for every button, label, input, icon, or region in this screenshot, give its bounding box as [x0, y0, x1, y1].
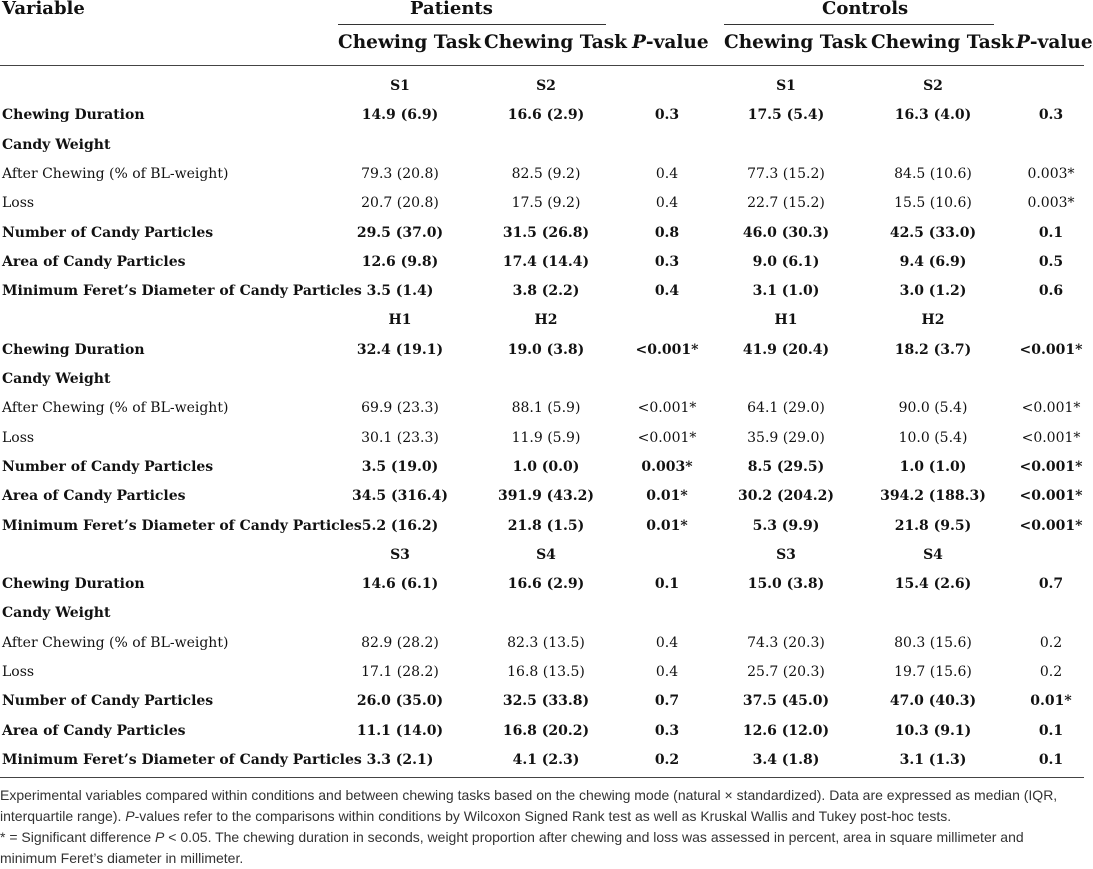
controls-task2-cell: [871, 365, 995, 394]
table-row: [0, 570, 1084, 599]
patients-p-cell: 0.1: [654, 576, 680, 593]
patients-task1-cell: 12.6 (9.8): [361, 253, 439, 270]
variable-cell: Minimum Feret’s Diameter of Candy Particles: [2, 517, 362, 534]
patients-p-cell: 0.4: [654, 283, 680, 300]
patients-task1-cell: 17.1 (28.2): [361, 664, 439, 680]
controls-task1-cell: [724, 599, 848, 628]
controls-p-value-header: [1016, 32, 1093, 53]
variable-cell: Candy Weight: [2, 371, 111, 387]
controls-task1-cell: 9.0 (6.1): [752, 253, 820, 270]
patients-header: Patients: [410, 0, 493, 19]
controls-task1-cell: 3.4 (1.8): [752, 751, 820, 768]
patients-p-cell: 0.3: [654, 253, 680, 270]
controls-p-cell: <0.001*: [1019, 341, 1083, 358]
controls-task1-cell: [724, 131, 848, 160]
controls-p-cell: 0.1: [1038, 224, 1064, 241]
footnote-line4: < 0.05. The chewing duration in seconds, weight proportion after chewing and loss was assessed in percent, area in square millimeter and minimum Feret’s diameter in millimeter.: [0, 829, 1024, 866]
patients-task1-cell: 3.3 (2.1): [366, 751, 434, 768]
controls-task2-cell: 394.2 (188.3): [880, 488, 986, 505]
controls-chewing-task-2: Chewing Task: [871, 32, 1014, 53]
controls-task1-cell: [724, 365, 848, 394]
patients-p-cell: 0.3: [654, 107, 680, 124]
table-row: [0, 629, 1084, 658]
controls-p-cell: <0.001*: [1019, 517, 1083, 534]
patients-task2-cell: 88.1 (5.9): [511, 400, 581, 417]
controls-p-cell: 0.003*: [1027, 165, 1075, 182]
table-row: [0, 482, 1084, 511]
patients-p-cell: 0.01*: [646, 488, 688, 505]
variable-cell: Candy Weight: [2, 605, 111, 622]
patients-task2-cell: 11.9 (5.9): [511, 429, 581, 446]
condition-row: [0, 306, 1084, 335]
controls-p-cell: 0.5: [1038, 253, 1064, 270]
table-row: [0, 365, 1084, 394]
patients-task2-cell: 4.1 (2.3): [512, 751, 580, 768]
table-row: [0, 717, 1084, 746]
patients-task1-cell: 3.5 (19.0): [361, 458, 439, 475]
controls-task1-cell: 30.2 (204.2): [737, 488, 835, 505]
variable-cell: Number of Candy Particles: [2, 458, 214, 475]
patients-underline: [338, 24, 606, 25]
patients-p-cell: <0.001*: [637, 400, 697, 417]
patients-p-cell: 0.8: [654, 224, 680, 241]
controls-task2-cell: 18.2 (3.7): [894, 341, 972, 358]
patients-task2-cell: 31.5 (26.8): [502, 224, 590, 241]
condition-row: [0, 541, 1084, 570]
patients-task2-cell: 16.8 (20.2): [502, 722, 590, 739]
patients-task2-cell: 19.0 (3.8): [507, 341, 585, 358]
variable-cell: After Chewing (% of BL-weight): [2, 634, 229, 651]
controls-task2-cell: 16.3 (4.0): [894, 107, 972, 124]
p-letter: P: [1016, 32, 1030, 53]
controls-task1-cell: 25.7 (20.3): [747, 664, 825, 680]
patients-p-cell: 0.4: [655, 165, 679, 182]
controls-task2-cell: H2: [921, 312, 945, 329]
controls-p-cell: <0.001*: [1019, 488, 1083, 505]
footnote-line3: * = Significant difference: [0, 829, 156, 845]
controls-p-cell: 0.1: [1038, 722, 1064, 739]
patients-task2-cell: S2: [536, 78, 556, 94]
patients-p-cell: <0.001*: [637, 429, 697, 446]
patients-task2-cell: 1.0 (0.0): [512, 458, 580, 475]
controls-task1-cell: 22.7 (15.2): [747, 195, 825, 212]
controls-p-cell: [1016, 541, 1086, 570]
patients-task2-cell: 17.5 (9.2): [511, 195, 581, 212]
controls-p-cell: <0.001*: [1021, 400, 1081, 417]
condition-row: [0, 72, 1084, 101]
patients-task2-cell: 82.5 (9.2): [511, 165, 581, 182]
patients-task2-cell: [484, 365, 608, 394]
patients-p-cell: 0.01*: [646, 517, 688, 534]
controls-task2-cell: 90.0 (5.4): [898, 400, 968, 417]
patients-task1-cell: 14.9 (6.9): [361, 107, 439, 124]
controls-header: Controls: [822, 0, 909, 19]
variable-cell: Number of Candy Particles: [2, 693, 214, 710]
patients-p-cell: [632, 306, 702, 335]
patients-task2-cell: H2: [534, 312, 558, 329]
patients-task1-cell: [338, 131, 462, 160]
controls-task1-cell: S3: [776, 546, 796, 563]
controls-task1-cell: 46.0 (30.3): [742, 224, 830, 241]
controls-task2-cell: [871, 599, 995, 628]
patients-chewing-task-2: Chewing Task: [484, 32, 627, 53]
controls-underline: [724, 24, 994, 25]
patients-task2-cell: 16.8 (13.5): [507, 664, 585, 680]
patients-task2-cell: 391.9 (43.2): [497, 488, 595, 505]
patients-p-cell: <0.001*: [635, 341, 699, 358]
controls-task2-cell: 1.0 (1.0): [899, 458, 967, 475]
patients-task1-cell: [338, 365, 462, 394]
patients-task2-cell: 32.5 (33.8): [502, 693, 590, 710]
controls-p-cell: 0.6: [1038, 283, 1064, 300]
patients-p-cell: [632, 72, 702, 101]
table-row: [0, 746, 1084, 775]
p-suffix: -value: [1029, 32, 1093, 53]
table-row: [0, 160, 1084, 189]
p-letter: P: [632, 32, 646, 53]
patients-p-cell: 0.4: [655, 195, 679, 212]
footnote-paragraph-2: [0, 827, 1084, 869]
controls-task2-cell: 9.4 (6.9): [899, 253, 967, 270]
variable-header: Variable: [2, 0, 85, 19]
controls-task1-cell: 77.3 (15.2): [747, 165, 825, 182]
controls-task2-cell: S4: [923, 546, 943, 563]
controls-task2-cell: 21.8 (9.5): [894, 517, 972, 534]
variable-cell: Loss: [2, 664, 35, 680]
table-row: [0, 131, 1084, 160]
footnote-p-letter-2: P: [155, 829, 165, 845]
controls-task1-cell: H1: [774, 312, 798, 329]
patients-task1-cell: 82.9 (28.2): [361, 634, 439, 651]
patients-task1-cell: 29.5 (37.0): [356, 224, 444, 241]
patients-task2-cell: S4: [536, 546, 556, 563]
patients-task2-cell: [484, 131, 608, 160]
controls-p-cell: 0.7: [1038, 576, 1064, 593]
controls-p-cell: 0.2: [1039, 664, 1063, 680]
patients-p-value-header: [632, 32, 709, 53]
p-suffix: -value: [645, 32, 709, 53]
variable-cell: Chewing Duration: [2, 341, 145, 358]
footnote-line1: Experimental variables compared within conditions and between chewing tasks based on the chewing mode (natural × standardized). Data are expressed as median (IQR, interquartile range).: [0, 787, 1058, 824]
patients-p-cell: [632, 599, 702, 628]
patients-p-cell: 0.4: [655, 634, 679, 651]
patients-p-cell: 0.2: [654, 751, 680, 768]
patients-p-cell: 0.7: [654, 693, 680, 710]
controls-chewing-task-1: Chewing Task: [724, 32, 867, 53]
table-row: [0, 453, 1084, 482]
table-row: [0, 394, 1084, 423]
controls-p-cell: <0.001*: [1019, 458, 1083, 475]
controls-task2-cell: 19.7 (15.6): [894, 664, 972, 680]
variable-cell: Minimum Feret’s Diameter of Candy Particles: [2, 283, 362, 300]
patients-task1-cell: 11.1 (14.0): [356, 722, 444, 739]
controls-task1-cell: 35.9 (29.0): [747, 429, 825, 446]
patients-task1-cell: S3: [390, 546, 410, 563]
variable-cell: Chewing Duration: [2, 576, 145, 593]
controls-task1-cell: 8.5 (29.5): [747, 458, 825, 475]
table-row: [0, 219, 1084, 248]
variable-cell: Area of Candy Particles: [2, 253, 186, 270]
table-row: [0, 424, 1084, 453]
variable-cell: Area of Candy Particles: [2, 488, 186, 505]
patients-task1-cell: S1: [390, 78, 410, 94]
controls-p-cell: 0.1: [1038, 751, 1064, 768]
patients-task2-cell: 17.4 (14.4): [502, 253, 590, 270]
controls-task2-cell: 10.0 (5.4): [898, 429, 968, 446]
patients-task2-cell: 21.8 (1.5): [507, 517, 585, 534]
controls-p-cell: 0.003*: [1027, 195, 1075, 212]
controls-p-cell: [1016, 599, 1086, 628]
patients-task1-cell: 5.2 (16.2): [361, 517, 439, 534]
controls-task2-cell: 42.5 (33.0): [889, 224, 977, 241]
patients-task1-cell: 30.1 (23.3): [361, 429, 439, 446]
patients-task1-cell: H1: [388, 312, 412, 329]
controls-task2-cell: 3.0 (1.2): [899, 283, 967, 300]
patients-task2-cell: 82.3 (13.5): [507, 634, 585, 651]
controls-p-cell: [1016, 306, 1086, 335]
controls-task1-cell: 41.9 (20.4): [742, 341, 830, 358]
controls-task2-cell: 3.1 (1.3): [899, 751, 967, 768]
controls-task1-cell: S1: [776, 78, 796, 94]
controls-task1-cell: 37.5 (45.0): [742, 693, 830, 710]
table-row: [0, 512, 1084, 541]
controls-p-cell: [1016, 365, 1086, 394]
patients-task2-cell: 3.8 (2.2): [512, 283, 580, 300]
patients-p-cell: 0.4: [655, 664, 679, 680]
variable-cell: After Chewing (% of BL-weight): [2, 400, 229, 417]
table-footnote: [0, 785, 1084, 869]
variable-cell: Number of Candy Particles: [2, 224, 214, 241]
footnote-line2: -values refer to the comparisons within conditions by Wilcoxon Signed Rank test as well as Kruskal Wallis and Tukey post-hoc tests.: [134, 808, 952, 824]
patients-task1-cell: 32.4 (19.1): [356, 341, 444, 358]
variable-cell: Chewing Duration: [2, 107, 145, 124]
controls-task1-cell: 5.3 (9.9): [752, 517, 820, 534]
controls-task1-cell: 17.5 (5.4): [747, 107, 825, 124]
table-row: [0, 599, 1084, 628]
controls-task2-cell: 84.5 (10.6): [894, 165, 972, 182]
patients-task1-cell: 34.5 (316.4): [351, 488, 449, 505]
controls-task2-cell: S2: [923, 78, 943, 94]
controls-task2-cell: 47.0 (40.3): [889, 693, 977, 710]
table-row: [0, 658, 1084, 687]
patients-task1-cell: 14.6 (6.1): [361, 576, 439, 593]
controls-task1-cell: 12.6 (12.0): [742, 722, 830, 739]
controls-p-cell: [1016, 72, 1086, 101]
controls-p-cell: [1016, 131, 1086, 160]
bottom-rule: [0, 777, 1084, 778]
controls-task1-cell: 64.1 (29.0): [747, 400, 825, 417]
patients-p-cell: [632, 131, 702, 160]
patients-chewing-task-1: Chewing Task: [338, 32, 481, 53]
patients-task2-cell: 16.6 (2.9): [507, 107, 585, 124]
table-row: [0, 101, 1084, 130]
patients-task2-cell: 16.6 (2.9): [507, 576, 585, 593]
controls-task2-cell: 80.3 (15.6): [894, 634, 972, 651]
controls-task2-cell: 10.3 (9.1): [894, 722, 972, 739]
patients-task1-cell: 20.7 (20.8): [361, 195, 439, 212]
controls-p-cell: 0.3: [1038, 107, 1064, 124]
controls-task2-cell: 15.4 (2.6): [894, 576, 972, 593]
footnote-p-letter: P: [125, 808, 135, 824]
patients-task1-cell: 79.3 (20.8): [361, 165, 439, 182]
controls-task1-cell: 74.3 (20.3): [747, 634, 825, 651]
variable-cell: Area of Candy Particles: [2, 722, 186, 739]
header-rule: [0, 65, 1084, 66]
controls-task1-cell: 15.0 (3.8): [747, 576, 825, 593]
patients-p-cell: 0.003*: [641, 458, 693, 475]
patients-p-cell: 0.3: [654, 722, 680, 739]
variable-cell: Candy Weight: [2, 136, 111, 153]
variable-cell: Minimum Feret’s Diameter of Candy Particles: [2, 751, 362, 768]
controls-p-cell: <0.001*: [1021, 429, 1081, 446]
patients-task1-cell: 3.5 (1.4): [366, 283, 434, 300]
table-row: [0, 189, 1084, 218]
table-row: [0, 277, 1084, 306]
variable-cell: Loss: [2, 429, 35, 446]
table-row: [0, 248, 1084, 277]
controls-task2-cell: 15.5 (10.6): [894, 195, 972, 212]
controls-p-cell: 0.01*: [1030, 693, 1072, 710]
patients-task1-cell: [338, 599, 462, 628]
controls-task2-cell: [871, 131, 995, 160]
variable-cell: Loss: [2, 195, 35, 212]
patients-task2-cell: [484, 599, 608, 628]
table-row: [0, 687, 1084, 716]
controls-p-cell: 0.2: [1039, 634, 1063, 651]
variable-cell: After Chewing (% of BL-weight): [2, 165, 229, 182]
patients-task1-cell: 26.0 (35.0): [356, 693, 444, 710]
controls-task1-cell: 3.1 (1.0): [752, 283, 820, 300]
patients-p-cell: [632, 365, 702, 394]
patients-task1-cell: 69.9 (23.3): [361, 400, 439, 417]
footnote-paragraph-1: [0, 785, 1084, 827]
patients-p-cell: [632, 541, 702, 570]
table-row: [0, 336, 1084, 365]
